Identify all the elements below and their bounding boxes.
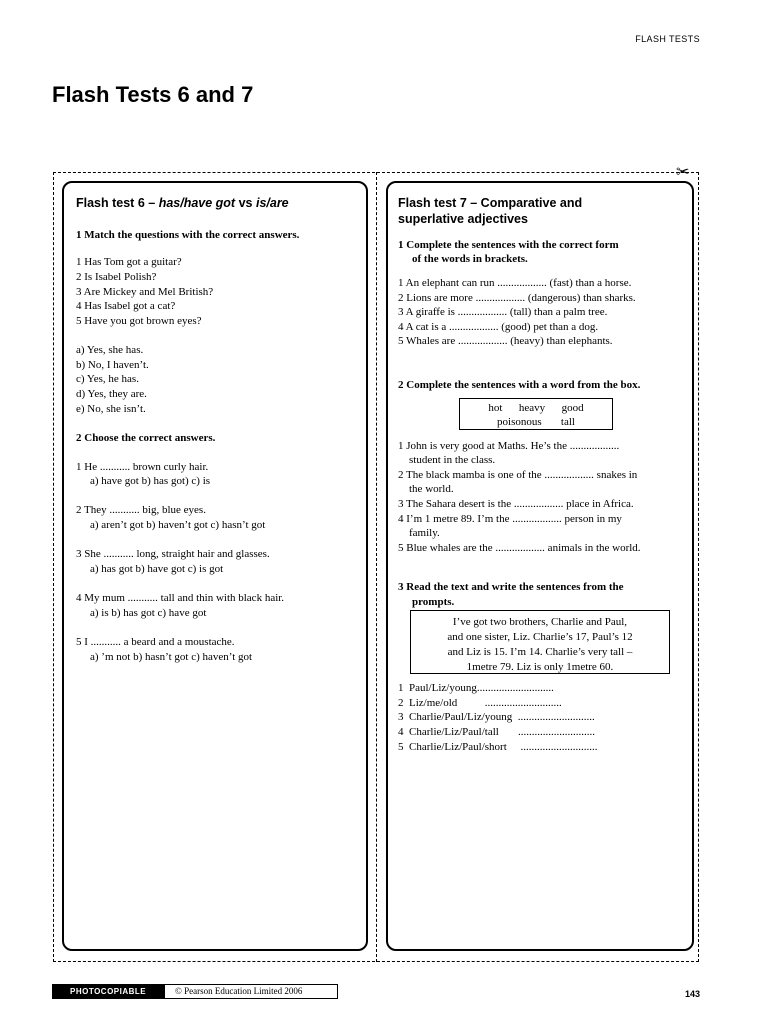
page-number: 143 [684, 989, 700, 999]
reading-text-line: and one sister, Liz. Charlie’s 17, Paul’s 12 [447, 631, 633, 643]
t7-ex3-item: 5 Charlie/Liz/Paul/short ............................ [398, 741, 598, 753]
t7-ex3-instruction: 3 Read the text and write the sentences from the [398, 581, 624, 593]
t6-question: 4 Has Isabel got a cat? [76, 300, 176, 312]
t6-mc-options: a) is b) has got c) have got [90, 607, 207, 619]
t6-ex2-instruction: 2 Choose the correct answers. [76, 432, 216, 444]
t7-ex2-line: 5 Blue whales are the .................. animals in the world. [398, 542, 641, 554]
t7-ex2-line: 2 The black mamba is one of the .................. snakes in [398, 469, 638, 481]
t6-mc-options: a) aren’t got b) haven’t got c) hasn’t got [90, 519, 266, 531]
t7-ex1-item: 4 A cat is a .................. (good) pet than a dog. [398, 321, 599, 333]
t6-question: 2 Is Isabel Polish? [76, 271, 157, 283]
flash-test-7-title: superlative adjectives [398, 212, 528, 226]
t6-answer: d) Yes, they are. [76, 388, 147, 400]
t7-ex2-line: family. [409, 527, 440, 539]
reading-text-line: I’ve got two brothers, Charlie and Paul, [452, 616, 628, 628]
t6-question: 1 Has Tom got a guitar? [76, 256, 182, 268]
reading-text-box [410, 610, 670, 674]
t7-ex2-line: 4 I’m 1 metre 89. I’m the .................. person in my [398, 513, 622, 525]
t7-ex2-line: 3 The Sahara desert is the .................. place in Africa. [398, 498, 634, 510]
t7-ex3-instruction: prompts. [412, 596, 455, 608]
t7-ex2-line: 1 John is very good at Maths. He’s the .................. [398, 440, 620, 452]
t6-answer: e) No, she isn’t. [76, 403, 146, 415]
page-title: Flash Tests 6 and 7 [52, 82, 254, 107]
reading-text-line: and Liz is 15. I’m 14. Charlie’s very tall – [447, 646, 633, 658]
t6-mc-question: 5 I ........... a beard and a moustache. [76, 636, 235, 648]
t7-ex1-instruction: of the words in brackets. [412, 253, 528, 265]
word-box-line: poisonous tall [497, 416, 575, 428]
copyright-notice: © Pearson Education Limited 2006 [164, 984, 338, 999]
t7-ex1-item: 2 Lions are more .................. (dangerous) than sharks. [398, 292, 636, 304]
t7-ex2-instruction: 2 Complete the sentences with a word from the box. [398, 379, 641, 391]
section-label: FLASH TESTS [635, 34, 700, 44]
word-box [459, 398, 613, 430]
t6-mc-question: 1 He ........... brown curly hair. [76, 461, 209, 473]
t6-answer: b) No, I haven’t. [76, 359, 149, 371]
cut-line-divider [376, 172, 377, 962]
t7-ex1-item: 3 A giraffe is .................. (tall) than a palm tree. [398, 306, 608, 318]
t6-mc-question: 4 My mum ........... tall and thin with black hair. [76, 592, 285, 604]
t7-ex3-item: 1 Paul/Liz/young............................ [398, 682, 554, 694]
photocopiable-badge: PHOTOCOPIABLE [52, 984, 164, 999]
t7-ex1-instruction: 1 Complete the sentences with the correct form [398, 239, 619, 251]
t6-mc-question: 3 She ........... long, straight hair and glasses. [76, 548, 270, 560]
t7-ex2-line: the world. [409, 483, 454, 495]
t6-mc-options: a) has got b) have got c) is got [90, 563, 224, 575]
t7-ex2-line: student in the class. [409, 454, 496, 466]
t6-mc-options: a) have got b) has got) c) is [90, 475, 211, 487]
t7-ex1-item: 5 Whales are .................. (heavy) than elephants. [398, 335, 613, 347]
reading-text-line: 1metre 79. Liz is only 1metre 60. [466, 661, 614, 673]
scissors-icon: ✂ [676, 164, 690, 181]
flash-test-7-title: Flash test 7 – Comparative and [398, 196, 583, 210]
t6-ex1-instruction: 1 Match the questions with the correct answers. [76, 229, 300, 241]
t7-ex3-item: 2 Liz/me/old ............................ [398, 697, 562, 709]
t6-mc-question: 2 They ........... big, blue eyes. [76, 504, 206, 516]
t7-ex3-item: 4 Charlie/Liz/Paul/tall ............................ [398, 726, 596, 738]
t7-ex3-item: 3 Charlie/Paul/Liz/young ............................ [398, 711, 595, 723]
t6-question: 3 Are Mickey and Mel British? [76, 286, 214, 298]
t7-ex1-item: 1 An elephant can run .................. (fast) than a horse. [398, 277, 632, 289]
t6-mc-options: a) ’m not b) hasn’t got c) haven’t got [90, 651, 253, 663]
t6-answer: c) Yes, he has. [76, 373, 139, 385]
t6-answer: a) Yes, she has. [76, 344, 144, 356]
flash-test-6-title: Flash test 6 – has/have got vs is/are [76, 196, 289, 210]
word-box-line: hot heavy good [488, 402, 584, 414]
t6-question: 5 Have you got brown eyes? [76, 315, 202, 327]
